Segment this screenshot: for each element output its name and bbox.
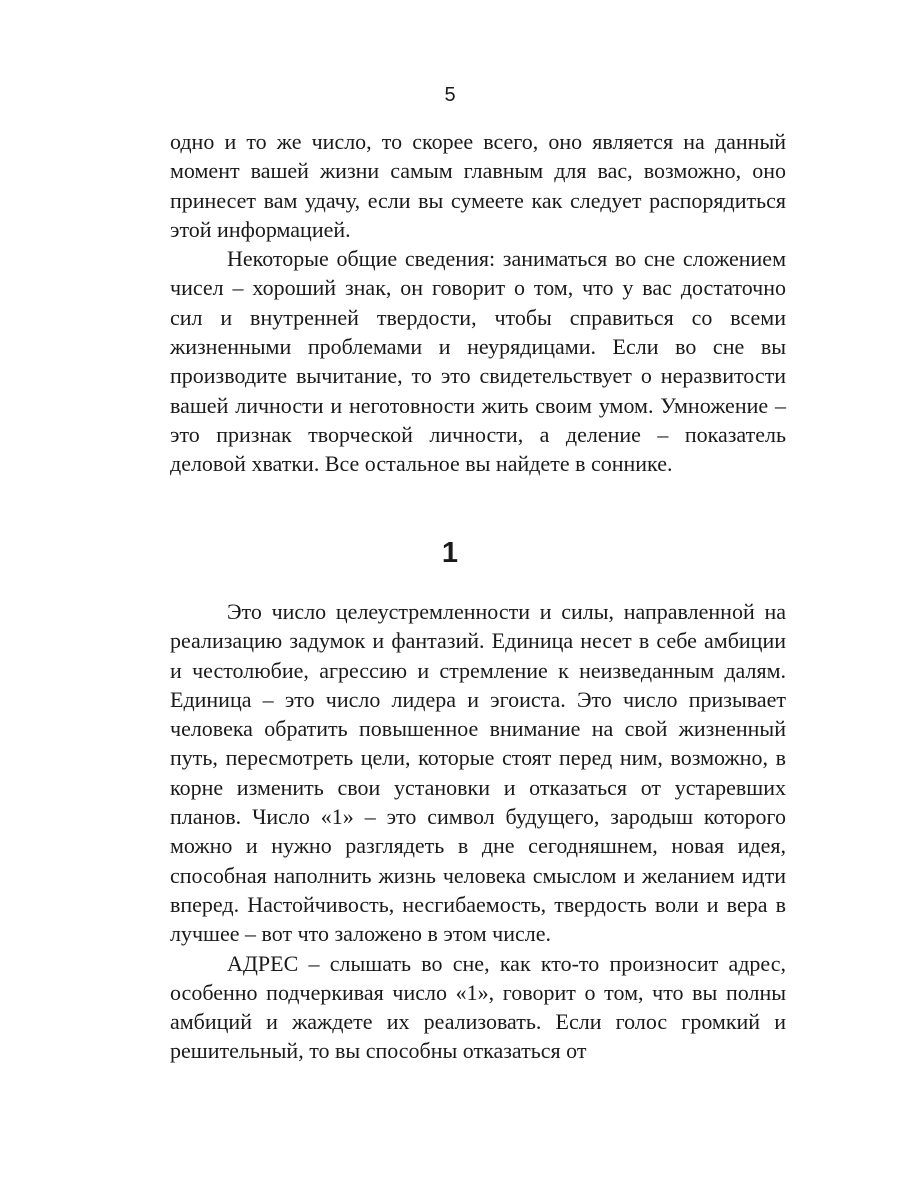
chapter-text-block xyxy=(170,597,786,1066)
page-number: 5 xyxy=(444,84,456,106)
chapter-heading: 1 xyxy=(441,537,459,569)
intro-paragraph-general-info: Некоторые общие сведения: заниматься во сне сложением чисел – хороший знак, он говорит о том, что у вас достаточно сил и внутренней твердости, чтобы справиться со всеми жизненными проблемами и неурядицами. Если во сне вы производите вычитание, то это свидетельствует о неразвитости вашей личности и неготовности жить своим умом. Умножение – это признак творческой личности, а деление – показатель деловой хватки. Все остальное вы найдете в соннике. xyxy=(170,246,786,477)
intro-paragraph-continued: одно и то же число, то скорее всего, оно является на данный момент вашей жизни самым главным для вас, возможно, оно принесет вам удачу, если вы сумеете как следует распорядиться этой информацией. xyxy=(170,129,786,242)
chapter-paragraph-address: АДРЕС – слышать во сне, как кто-то произносит адрес, особенно подчеркивая число «1», говорит о том, что вы полны амбиций и жаждете их реализовать. Если голос громкий и решительный, то вы способны отказаться от xyxy=(170,950,786,1064)
chapter-paragraph-description: Это число целеустремленности и силы, направленной на реализацию задумок и фантазий. Единица несет в себе амбиции и честолюбие, агрессию и стремление к неизведанным далям. Единица – это число лидера и эгоиста. Это число призывает человека обратить повышенное внимание на свой жизненный путь, пересмотреть цели, которые стоят перед ним, возможно, в корне изменить свои установки и отказаться от устаревших планов. Число «1» – это символ будущего, зародыш которого можно и нужно разглядеть в дне сегодняшнем, новая идея, способная наполнить жизнь человека смыслом и желанием идти вперед. Настойчивость, несгибаемость, твердость воли и вера в лучшее – вот что заложено в этом числе. xyxy=(170,599,786,947)
intro-text-block xyxy=(170,127,786,479)
